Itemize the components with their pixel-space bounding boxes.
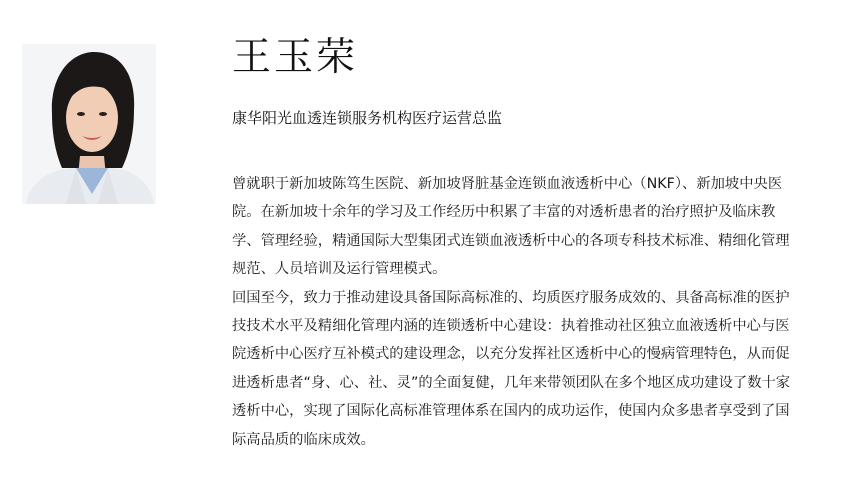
- biography: [232, 170, 797, 454]
- profile-photo: [22, 44, 156, 204]
- bio-paragraph: 曾就职于新加坡陈笃生医院、新加坡肾脏基金连锁血液透析中心（NKF）、新加坡中央医院。在新加坡十余年的学习及工作经历中积累了丰富的对透析患者的治疗照护及临床教学、管理经验，精通国际大型集团式连锁血液透析中心的各项专科技术标准、精细化管理规范、人员培训及运行管理模式。: [232, 176, 790, 278]
- person-position: 康华阳光血透连锁服务机构医疗运营总监: [232, 109, 503, 127]
- bio-paragraph: 回国至今，致力于推动建设具备国际高标准的、均质医疗服务成效的、具备高标准的医护技技术水平及精细化管理内涵的连锁透析中心建设：执着推动社区独立血液透析中心与医院透析中心医疗互补模式的建设理念，以充分发挥社区透析中心的慢病管理特色，从而促进透析患者“身、心、社、灵”的全面复健，几年来带领团队在多个地区成功建设了数十家透析中心，实现了国际化高标准管理体系在国内的成功运作，使国内众多患者享受到了国际高品质的临床成效。: [232, 289, 791, 448]
- person-name: 王玉荣: [232, 35, 359, 80]
